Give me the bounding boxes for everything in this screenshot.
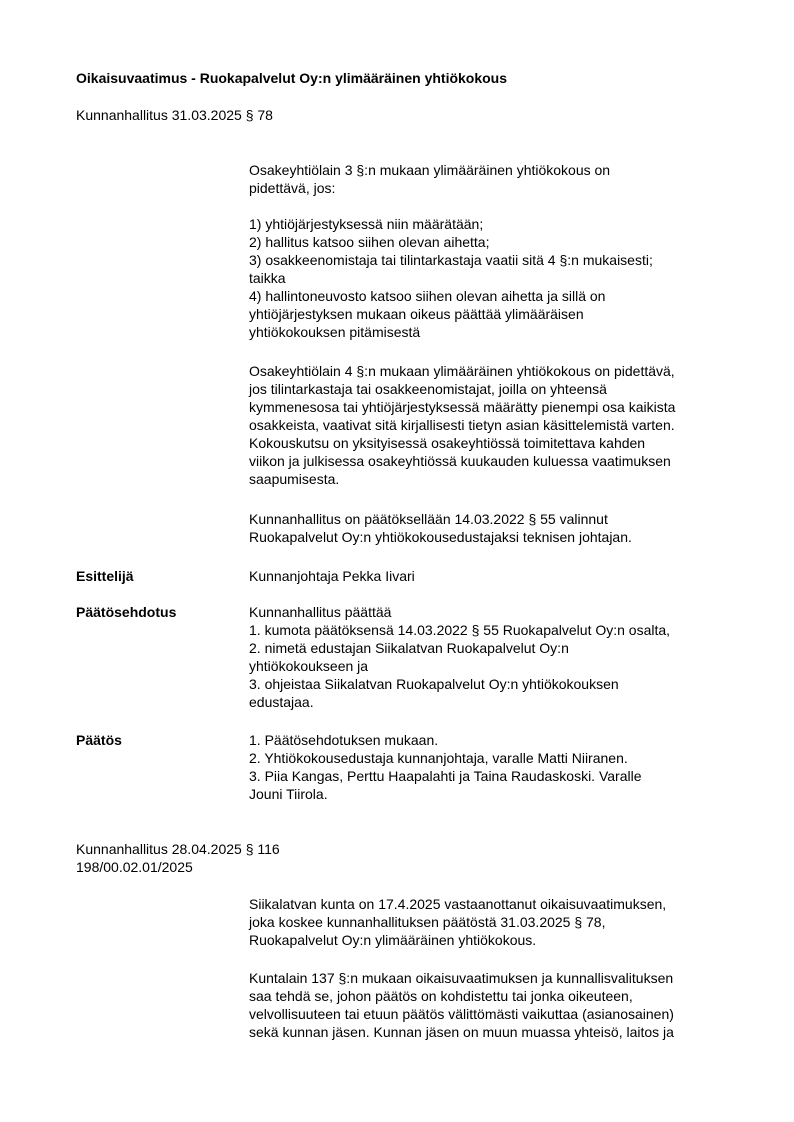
text-line: Osakeyhtiölain 3 §:n mukaan ylimääräinen yhtiökokous on <box>249 162 611 178</box>
paragraph-2 <box>249 362 749 488</box>
text-line: Kuntalain 137 §:n mukaan oikaisuvaatimuksen ja kunnallisvalituksen <box>249 970 674 986</box>
text-line: Siikalatvan kunta on 17.4.2025 vastaanottanut oikaisuvaatimuksen, <box>249 896 667 912</box>
list-item: 4) hallintoneuvosto katsoo siihen olevan aihetta ja sillä on <box>249 288 606 304</box>
decision-label: Päätös <box>76 732 122 748</box>
text-line: kymmenesosa tai yhtiöjärjestyksessä määrätty pienempi osa kaikista <box>249 399 676 415</box>
list-item: 3) osakkeenomistaja tai tilintarkastaja vaatii sitä 4 §:n mukaisesti; <box>249 252 653 268</box>
document-title: Oikaisuvaatimus - Ruokapalvelut Oy:n ylimääräinen yhtiökokous <box>76 70 508 86</box>
text-line: velvollisuuteen tai etuun päätös välittömästi vaikuttaa (asianosainen) <box>249 1006 674 1022</box>
decision-text <box>249 731 749 803</box>
text-line: 3. Piia Kangas, Perttu Haapalahti ja Taina Raudaskoski. Varalle <box>249 768 642 784</box>
text-line: joka koskee kunnanhallituksen päätöstä 31.03.2025 § 78, <box>249 914 606 930</box>
text-line: edustajaa. <box>249 694 314 710</box>
list-item: 1) yhtiöjärjestyksessä niin määrätään; <box>249 216 484 232</box>
paragraph-3 <box>249 510 749 546</box>
text-line: Ruokapalvelut Oy:n yhtiökokousedustajaksi teknisen johtajan. <box>249 529 632 545</box>
proposal-label: Päätösehdotus <box>76 604 177 620</box>
text-line: osakkeista, vaativat sitä kirjallisesti tietyn asian käsittelemistä varten. <box>249 417 675 433</box>
diary-number: 198/00.02.01/2025 <box>76 859 193 875</box>
text-line: 1. Päätösehdotuksen mukaan. <box>249 732 439 748</box>
text-line: Ruokapalvelut Oy:n ylimääräinen yhtiökokous. <box>249 932 537 948</box>
text-line: Kunnanhallitus on päätöksellään 14.03.2022 § 55 valinnut <box>249 511 608 527</box>
list-item: 2) hallitus katsoo siihen olevan aihetta; <box>249 234 490 250</box>
meeting-header-1: Kunnanhallitus 31.03.2025 § 78 <box>76 107 273 123</box>
text-line: Kokouskutsu on yksityisessä osakeyhtiössä toimitettava kahden <box>249 435 646 451</box>
text-line: 2. nimetä edustajan Siikalatvan Ruokapalvelut Oy:n <box>249 640 569 656</box>
text-line: Jouni Tiirola. <box>249 786 328 802</box>
text-line: Kunnanhallitus päättää <box>249 604 392 620</box>
presenter-value: Kunnanjohtaja Pekka Iivari <box>249 568 415 584</box>
text-line: saapumisesta. <box>249 471 340 487</box>
text-line: 2. Yhtiökokousedustaja kunnanjohtaja, varalle Matti Niiranen. <box>249 750 628 766</box>
text-line: pidettävä, jos: <box>249 180 336 196</box>
list-item: yhtiökokouksen pitämisestä <box>249 324 421 340</box>
paragraph-4 <box>249 895 749 949</box>
text-line: jos tilintarkastaja tai osakkeenomistajat, joilla on yhteensä <box>249 381 607 397</box>
text-line: sekä kunnan jäsen. Kunnan jäsen on muun muassa yhteisö, laitos ja <box>249 1024 674 1040</box>
proposal-text <box>249 603 749 711</box>
paragraph-1 <box>249 161 749 197</box>
meeting-header-2: Kunnanhallitus 28.04.2025 § 116 <box>76 841 280 857</box>
text-line: 3. ohjeistaa Siikalatvan Ruokapalvelut Oy:n yhtiökokouksen <box>249 676 619 692</box>
text-line: Osakeyhtiölain 4 §:n mukaan ylimääräinen yhtiökokous on pidettävä, <box>249 363 675 379</box>
paragraph-5 <box>249 969 749 1041</box>
text-line: yhtiökokoukseen ja <box>249 658 369 674</box>
conditions-list <box>249 215 749 341</box>
presenter-label: Esittelijä <box>76 568 134 584</box>
list-item: taikka <box>249 270 286 286</box>
list-item: yhtiöjärjestyksen mukaan oikeus päättää ylimääräisen <box>249 306 584 322</box>
text-line: saa tehdä se, johon päätös on kohdistettu tai jonka oikeuteen, <box>249 988 633 1004</box>
text-line: 1. kumota päätöksensä 14.03.2022 § 55 Ruokapalvelut Oy:n osalta, <box>249 622 671 638</box>
text-line: viikon ja julkisessa osakeyhtiössä kuukauden kuluessa vaatimuksen <box>249 453 671 469</box>
